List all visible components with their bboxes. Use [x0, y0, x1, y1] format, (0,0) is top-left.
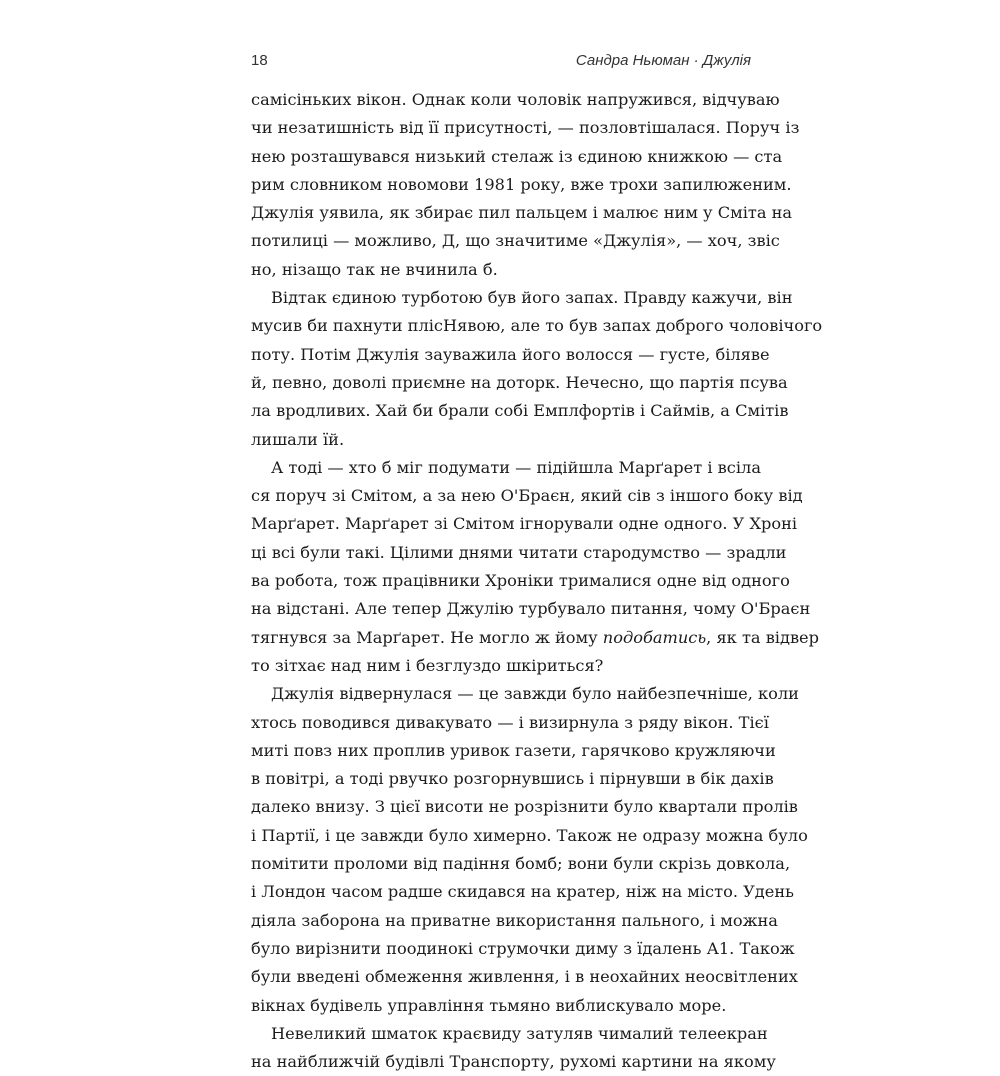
- text-line: [251, 114, 800, 142]
- running-head: Сандра Ньюман · Джулія: [575, 52, 751, 69]
- line-text: нею розташувався низький стелаж із єдиною книжкою — ста: [251, 146, 783, 166]
- text-line: [251, 143, 783, 171]
- line-text: було вирізнити поодинокі струмочки диму з їдалень А1. Також: [251, 938, 795, 958]
- line-text: були введені обмеження живлення, і в неохайних неосвітлених: [251, 967, 798, 987]
- text-line: [251, 878, 794, 906]
- line-text: ці всі були такі. Цілими днями читати стародумство — зрадли: [251, 542, 787, 562]
- line-text: мусив би пахнути плісНявою, але то був запах доброго чоловічого: [251, 316, 823, 336]
- text-line: [251, 539, 787, 567]
- line-text: на відстані. Але тепер Джулію турбувало питання, чому О'Браєн: [251, 599, 811, 619]
- line-text: поту. Потім Джулія зауважила його волосся — густе, біляве: [251, 344, 770, 364]
- text-line: [251, 256, 751, 284]
- line-text: тягнувся за Марґарет. Не могло ж йому: [251, 627, 598, 647]
- text-line: [251, 199, 793, 227]
- line-text: ва робота, тож працівники Хроніки трималися одне від одного: [251, 571, 790, 591]
- text-line: [251, 595, 811, 623]
- text-line: [251, 341, 770, 369]
- line-text: і Партії, і це завжди було химерно. Також не одразу можна було: [251, 825, 808, 845]
- body-text: [251, 86, 823, 1076]
- line-text: Відтак єдиною турботою був його запах. Правду кажучи, він: [271, 288, 793, 308]
- line-text: чи незатишність від її присутності, — позловтішалася. Поруч із: [251, 118, 800, 138]
- line-text: в повітрі, а тоді рвучко розгорнувшись і пірнувши в бік дахів: [251, 769, 774, 789]
- text-line: [251, 284, 793, 312]
- line-text: помітити проломи від падіння бомб; вони були скрізь довкола,: [251, 854, 791, 874]
- line-text: Марґарет. Марґарет зі Смітом ігнорували одне одного. У Хроні: [251, 514, 798, 534]
- text-line: [251, 454, 761, 482]
- text-line: [251, 992, 751, 1020]
- text-line: [251, 680, 799, 708]
- line-text-after: , як та відвер: [706, 627, 820, 647]
- text-line: [251, 737, 776, 765]
- text-line: [251, 935, 795, 963]
- line-text: і Лондон часом радше скидався на кратер, ніж на місто. Удень: [251, 882, 794, 902]
- text-line: [251, 312, 823, 340]
- text-line: [251, 482, 803, 510]
- text-line: [251, 850, 791, 878]
- line-text: діяла заборона на приватне використання пального, і можна: [251, 910, 778, 930]
- line-text: самісіньких вікон. Однак коли чоловік напружився, відчуваю: [251, 90, 780, 109]
- line-text: на найближчій будівлі Транспорту, рухомі картини на якому: [251, 1052, 776, 1072]
- text-line: [251, 1048, 776, 1076]
- line-text: потилиці — можливо, Д, що значитиме «Джулія», — хоч, звіс: [251, 231, 780, 251]
- text-line: [251, 426, 751, 454]
- text-line: [251, 765, 774, 793]
- line-text: рим словником новомови 1981 року, вже трохи запилюженим.: [251, 174, 792, 194]
- text-line: [251, 1020, 768, 1048]
- line-text: ла вродливих. Хай би брали собі Емплфортів і Саймів, а Смітів: [251, 401, 789, 421]
- text-line: [251, 397, 789, 425]
- text-line: [251, 510, 798, 538]
- line-text: й, певно, доволі приємне на доторк. Нечесно, що партія псува: [251, 372, 788, 392]
- line-text: хтось поводився дивакувато — і визирнула з ряду вікон. Тієї: [251, 712, 769, 732]
- text-line: [251, 624, 820, 652]
- line-text: вікнах будівель управління тьмяно виблискувало море.: [251, 995, 727, 1015]
- line-text: А тоді — хто б міг подумати — підійшла Марґарет і всіла: [271, 457, 761, 477]
- text-line: [251, 567, 790, 595]
- text-line: [251, 822, 808, 850]
- line-text: миті повз них проплив уривок газети, гарячково кружляючи: [251, 740, 776, 760]
- line-text: Джулія уявила, як збирає пил пальцем і малює ним у Сміта на: [251, 203, 793, 223]
- text-line: [251, 963, 798, 991]
- text-line: [251, 907, 778, 935]
- text-line: [251, 227, 780, 255]
- line-text: но, нізащо так не вчинила б.: [251, 259, 498, 279]
- line-text: Джулія відвернулася — це завжди було найбезпечніше, коли: [271, 684, 799, 704]
- text-line: [251, 709, 769, 737]
- line-text: ся поруч зі Смітом, а за нею О'Браєн, який сів з іншого боку від: [251, 486, 803, 506]
- text-line: [251, 793, 798, 821]
- line-text: лишали їй.: [251, 429, 345, 449]
- line-text: Невеликий шматок краєвиду затуляв чималий телеекран: [271, 1023, 768, 1043]
- emphasis-text: подобатись: [602, 627, 707, 647]
- text-line: [251, 652, 751, 680]
- line-text: то зітхає над ним і безглуздо шкіриться?: [251, 655, 604, 675]
- text-line: [251, 171, 792, 199]
- page-header: [251, 52, 751, 74]
- text-line: [251, 369, 788, 397]
- line-text: далеко внизу. З цієї висоти не розрізнити було квартали пролів: [251, 797, 798, 817]
- text-line: [251, 86, 780, 114]
- page-number: 18: [251, 52, 268, 69]
